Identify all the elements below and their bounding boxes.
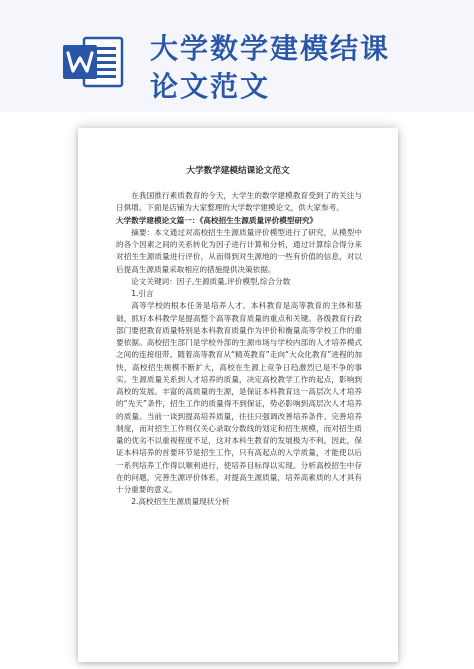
- document-title: 大学数学建模结课论文范文: [186, 166, 290, 176]
- banner-title-line2: 论文范文: [150, 70, 271, 103]
- document-body: [116, 190, 362, 509]
- banner-title: [150, 30, 470, 106]
- intro-section-paragraph: 高等学校的根本任务是培养人才。本科教育是高等教育的主体和基础，抓好本科教学是提高整个高等教育质量的重点和关键。各级教育行政部门要把教育质量特别是本科教育质量作为评价和衡量高等学校工作的重要依据。高校招生部门是学校外部的生源市场与学校内部的人才培养模式之间的连接纽带。随着高等教育从“精英教育”走向“大众化教育”进程的加快，高校招生规模不断扩大，高校在生源上竞争日趋激烈已是不争的事实。生源质量关系到人才培养的质量，决定高校教学工作的起点，影响到高校的发展。丰富的高质量的生源，是保证本科教育这一高层次人才培养的“先天”条件，招生工作的质量得不到保证，势必影响到高层次人才培养的质量。当前一谈到提高培养质量，往往只强调改善培养条件、完善培养制度，而对招生工作则仅关心录取分数线的划定和招生规模，而对招生质量的优劣不以重视程度不足，这对本科生教育的发展极为不利。因此，保证本科培养的首要环节是招生工作，只有高起点的入学质量，才能使以后一系列培养工作得以顺利进行，使培养目标得以实现。分析高校招生中存在的问题，完善生源评价体系，对提高生源质量，培养高素质的人才具有十分重要的意义。: [116, 301, 362, 494]
- document-page: [78, 128, 398, 662]
- word-document-icon: [62, 36, 124, 88]
- article-heading-prefix: 大学数学建模论文篇一：: [116, 215, 200, 225]
- section-heading-intro: 1.引言: [131, 289, 154, 298]
- header-banner: [0, 0, 474, 112]
- banner-title-line1: 大学数学建模结课: [150, 32, 391, 65]
- section-heading-status: 2.高校招生生源质量现状分析: [131, 497, 230, 507]
- article-heading: [116, 215, 362, 227]
- abstract-paragraph: 摘要：本文通过对高校招生生源质量评价模型进行了研究，从模型中的各个因素之间的关系转化为因子进行计算和分析，通过计算综合得分来对招生生源质量进行评价，从而得到对生源地的一些有价值的信息，对以后提高生源质量采取相应的措施提供决策依据。: [116, 227, 362, 274]
- intro-paragraph: 在我国推行素质教育的今天，大学生的数学建模教育受到了的关注与日俱增。下面是店铺为大家整理的大学数学建模论文，供大家参考。: [116, 191, 362, 213]
- article-heading-title: 《高校招生生源质量评价模型研究》: [199, 215, 318, 225]
- keywords-line: 论文关键词：因子,生源质量,评价模型,综合分数: [131, 276, 291, 286]
